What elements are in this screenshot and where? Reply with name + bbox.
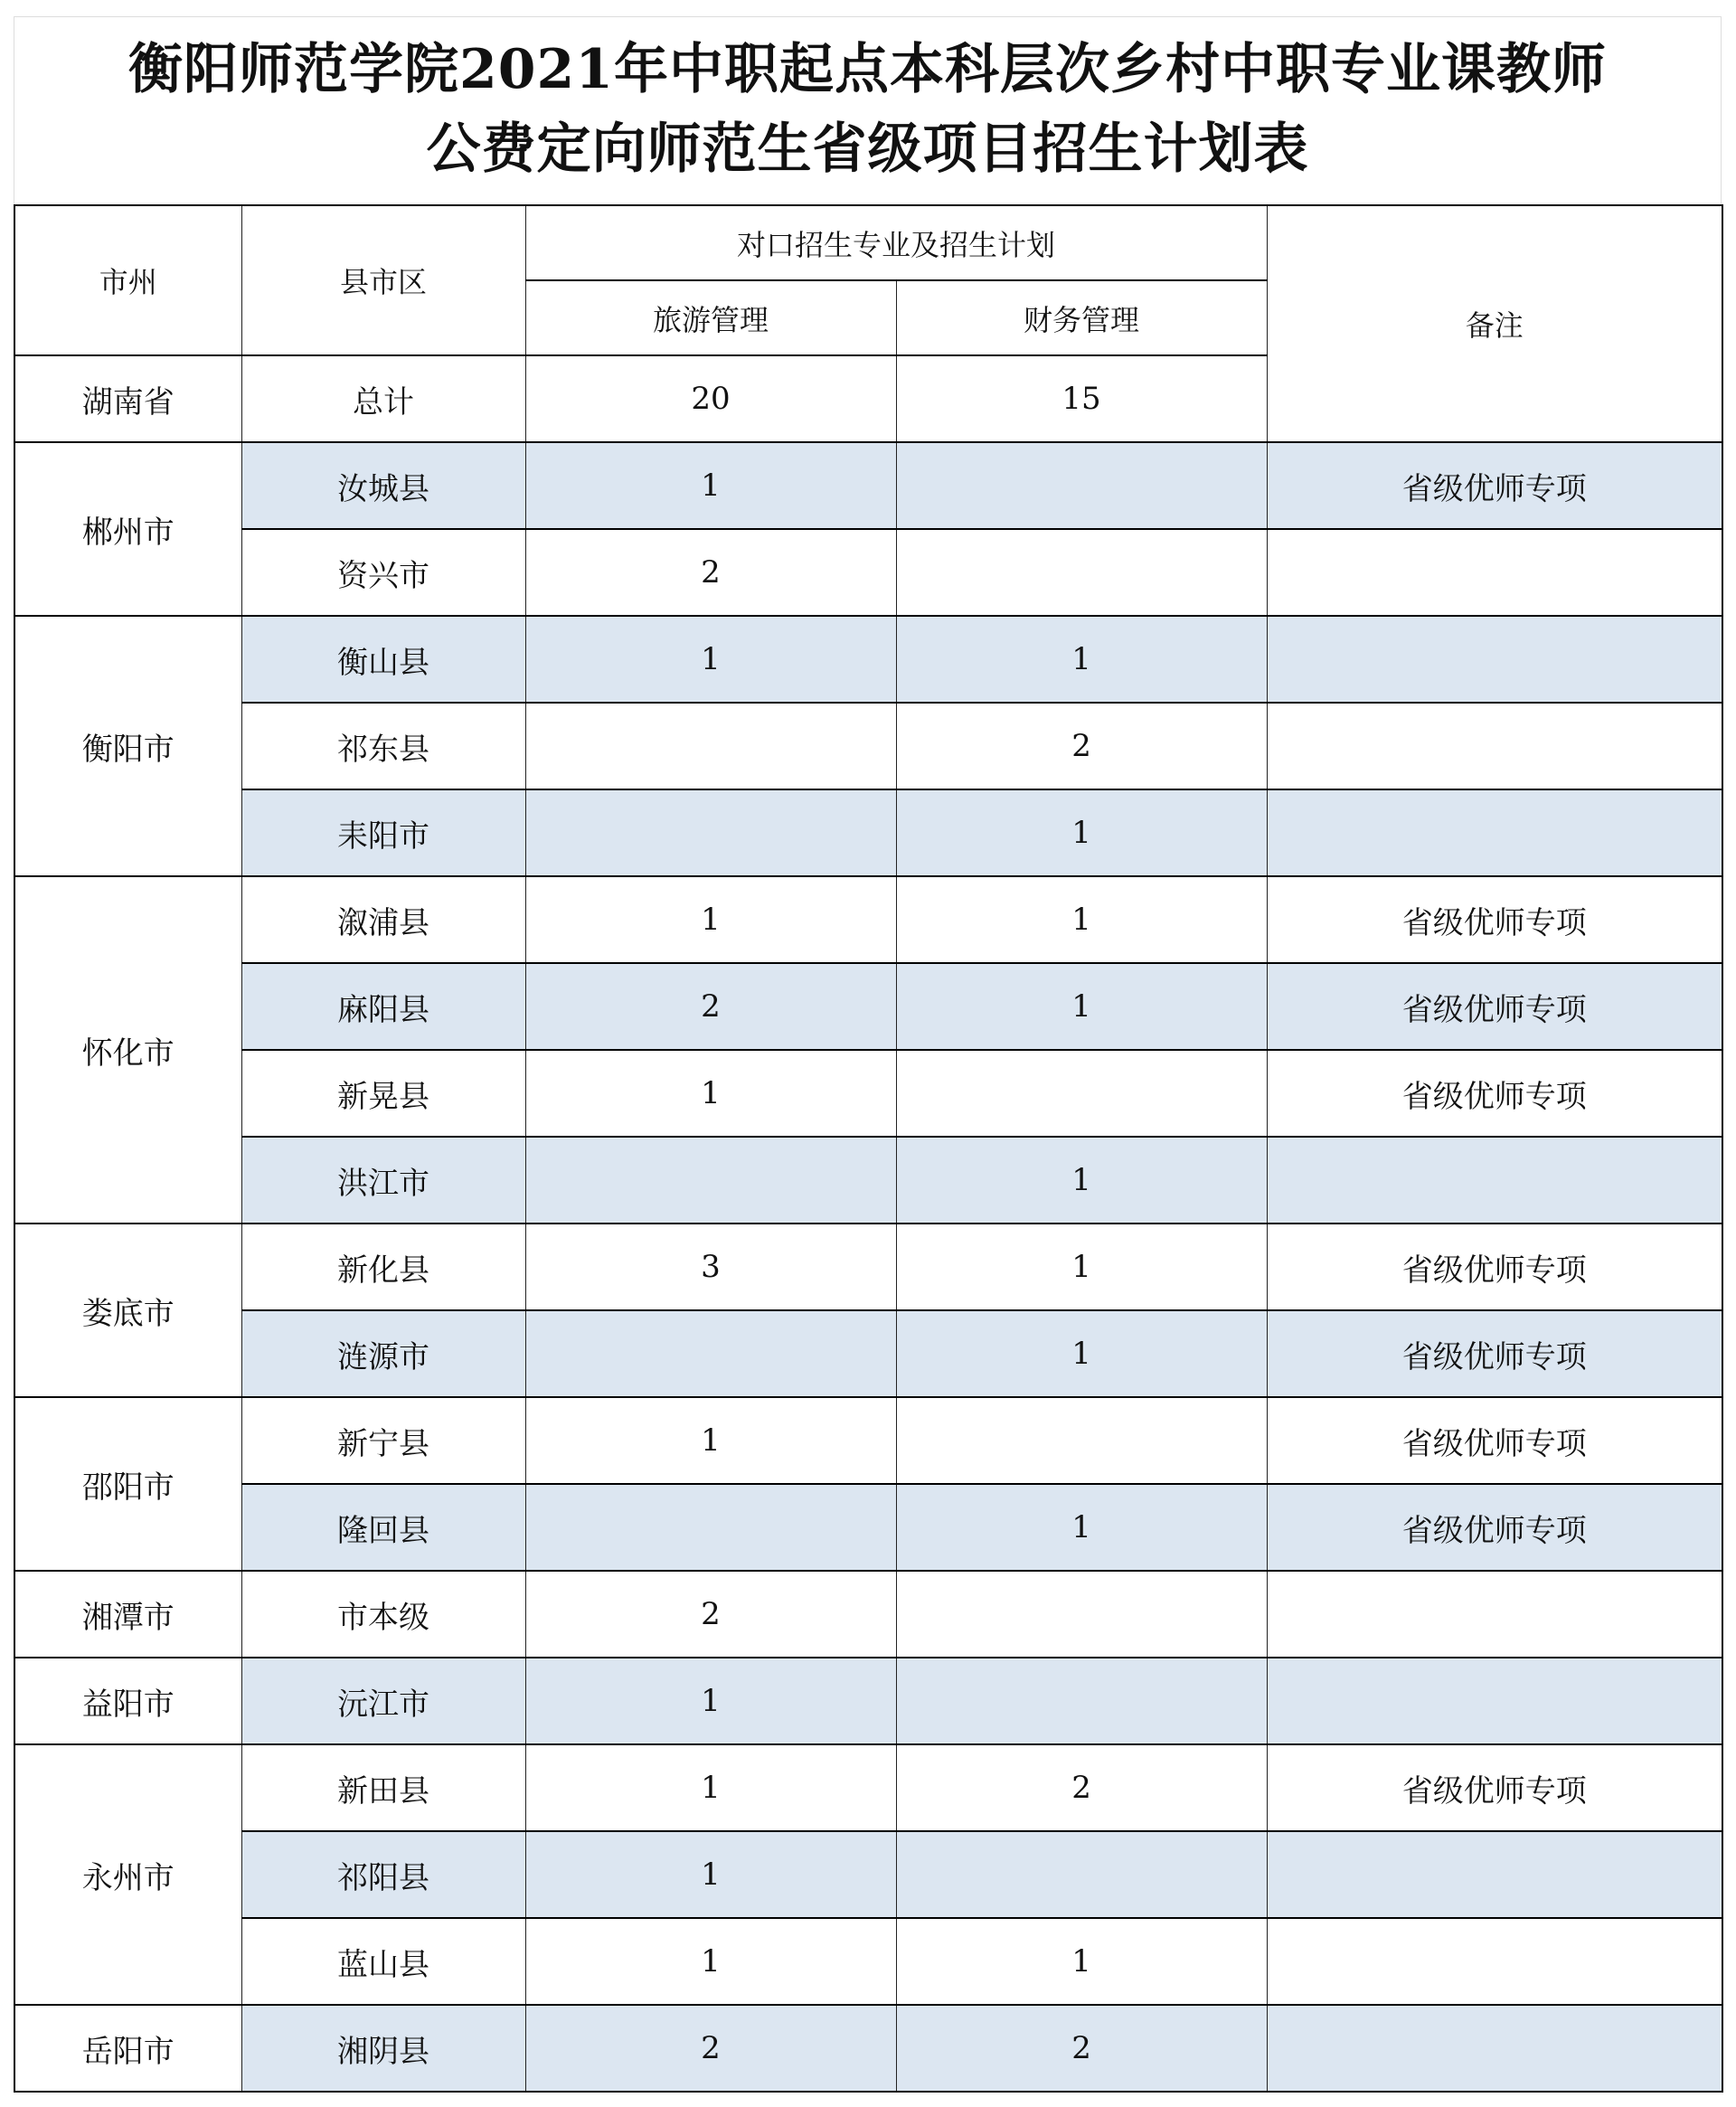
county-cell: 麻阳县 [241, 963, 525, 1050]
city-cell: 岳阳市 [14, 2005, 241, 2092]
county-cell: 涟源市 [241, 1310, 525, 1397]
tourism-cell [525, 1137, 896, 1224]
title-line-2: 公费定向师范生省级项目招生计划表 [426, 118, 1309, 181]
table-row [14, 1658, 1722, 1744]
county-cell: 祁东县 [241, 703, 525, 789]
header-note: 备注 [1267, 205, 1722, 442]
table-row [14, 703, 1722, 789]
county-cell: 湘阴县 [241, 2005, 525, 2092]
note-cell [1267, 1137, 1722, 1224]
total-label: 总计 [241, 355, 525, 442]
tourism-cell: 1 [525, 1918, 896, 2005]
city-cell: 郴州市 [14, 442, 241, 616]
finance-cell: 1 [896, 963, 1267, 1050]
finance-cell [896, 1571, 1267, 1658]
header-city: 市州 [14, 205, 241, 355]
finance-cell [896, 1050, 1267, 1137]
tourism-cell: 2 [525, 1571, 896, 1658]
table-row [14, 1484, 1722, 1571]
note-cell: 省级优师专项 [1267, 442, 1722, 529]
header-tourism: 旅游管理 [525, 280, 896, 355]
county-cell: 洪江市 [241, 1137, 525, 1224]
tourism-cell: 1 [525, 442, 896, 529]
note-cell [1267, 1658, 1722, 1744]
table-row [14, 789, 1722, 876]
county-cell: 新宁县 [241, 1397, 525, 1484]
note-cell: 省级优师专项 [1267, 1224, 1722, 1310]
title-line-1: 衡阳师范学院2021年中职起点本科层次乡村中职专业课教师 [128, 38, 1607, 101]
tourism-cell: 1 [525, 1050, 896, 1137]
finance-cell: 1 [896, 1918, 1267, 2005]
finance-cell: 2 [896, 1744, 1267, 1831]
county-cell: 汝城县 [241, 442, 525, 529]
table-row [14, 1224, 1722, 1310]
tourism-cell: 2 [525, 2005, 896, 2092]
city-cell: 衡阳市 [14, 616, 241, 876]
finance-cell: 1 [896, 1310, 1267, 1397]
table-row [14, 963, 1722, 1050]
finance-cell: 1 [896, 876, 1267, 963]
finance-cell [896, 442, 1267, 529]
finance-cell: 1 [896, 1484, 1267, 1571]
header-plan-group: 对口招生专业及招生计划 [525, 205, 1267, 280]
county-cell: 衡山县 [241, 616, 525, 703]
total-finance: 15 [896, 355, 1267, 442]
county-cell: 新晃县 [241, 1050, 525, 1137]
finance-cell [896, 1831, 1267, 1918]
table-row [14, 2005, 1722, 2092]
city-cell: 怀化市 [14, 876, 241, 1224]
county-cell: 沅江市 [241, 1658, 525, 1744]
table-row [14, 442, 1722, 529]
note-cell [1267, 703, 1722, 789]
total-province: 湖南省 [14, 355, 241, 442]
county-cell: 市本级 [241, 1571, 525, 1658]
tourism-cell [525, 703, 896, 789]
table-row [14, 1918, 1722, 2005]
city-cell: 邵阳市 [14, 1397, 241, 1571]
table-row [14, 1137, 1722, 1224]
note-cell: 省级优师专项 [1267, 1397, 1722, 1484]
table-row [14, 876, 1722, 963]
tourism-cell: 1 [525, 1744, 896, 1831]
tourism-cell: 1 [525, 876, 896, 963]
finance-cell [896, 1658, 1267, 1744]
note-cell [1267, 2005, 1722, 2092]
finance-cell [896, 529, 1267, 616]
finance-cell: 1 [896, 1137, 1267, 1224]
tourism-cell: 1 [525, 1831, 896, 1918]
tourism-cell: 3 [525, 1224, 896, 1310]
finance-cell: 2 [896, 2005, 1267, 2092]
table-row [14, 529, 1722, 616]
table-row [14, 1744, 1722, 1831]
finance-cell [896, 1397, 1267, 1484]
county-cell: 隆回县 [241, 1484, 525, 1571]
tourism-cell: 2 [525, 529, 896, 616]
note-cell [1267, 529, 1722, 616]
finance-cell: 1 [896, 616, 1267, 703]
table-row [14, 1310, 1722, 1397]
tourism-cell [525, 1310, 896, 1397]
header-finance: 财务管理 [896, 280, 1267, 355]
note-cell: 省级优师专项 [1267, 1484, 1722, 1571]
enrollment-plan-table [14, 204, 1723, 2093]
county-cell: 资兴市 [241, 529, 525, 616]
table-row [14, 1050, 1722, 1137]
table-row [14, 616, 1722, 703]
header-row [14, 205, 1722, 280]
city-cell: 永州市 [14, 1744, 241, 2005]
tourism-cell: 1 [525, 1397, 896, 1484]
table-row [14, 1571, 1722, 1658]
note-cell: 省级优师专项 [1267, 1050, 1722, 1137]
note-cell [1267, 616, 1722, 703]
note-cell: 省级优师专项 [1267, 963, 1722, 1050]
note-cell: 省级优师专项 [1267, 1310, 1722, 1397]
county-cell: 祁阳县 [241, 1831, 525, 1918]
tourism-cell [525, 1484, 896, 1571]
document-title [14, 16, 1722, 204]
tourism-cell: 1 [525, 1658, 896, 1744]
city-cell: 娄底市 [14, 1224, 241, 1397]
county-cell: 新化县 [241, 1224, 525, 1310]
city-cell: 益阳市 [14, 1658, 241, 1744]
county-cell: 蓝山县 [241, 1918, 525, 2005]
finance-cell: 1 [896, 1224, 1267, 1310]
note-cell [1267, 1918, 1722, 2005]
table-row [14, 1397, 1722, 1484]
note-cell [1267, 789, 1722, 876]
tourism-cell [525, 789, 896, 876]
note-cell: 省级优师专项 [1267, 876, 1722, 963]
note-cell [1267, 1831, 1722, 1918]
county-cell: 新田县 [241, 1744, 525, 1831]
total-tourism: 20 [525, 355, 896, 442]
tourism-cell: 2 [525, 963, 896, 1050]
finance-cell: 2 [896, 703, 1267, 789]
city-cell: 湘潭市 [14, 1571, 241, 1658]
finance-cell: 1 [896, 789, 1267, 876]
tourism-cell: 1 [525, 616, 896, 703]
note-cell [1267, 1571, 1722, 1658]
county-cell: 耒阳市 [241, 789, 525, 876]
header-county: 县市区 [241, 205, 525, 355]
county-cell: 溆浦县 [241, 876, 525, 963]
note-cell: 省级优师专项 [1267, 1744, 1722, 1831]
table-row [14, 1831, 1722, 1918]
